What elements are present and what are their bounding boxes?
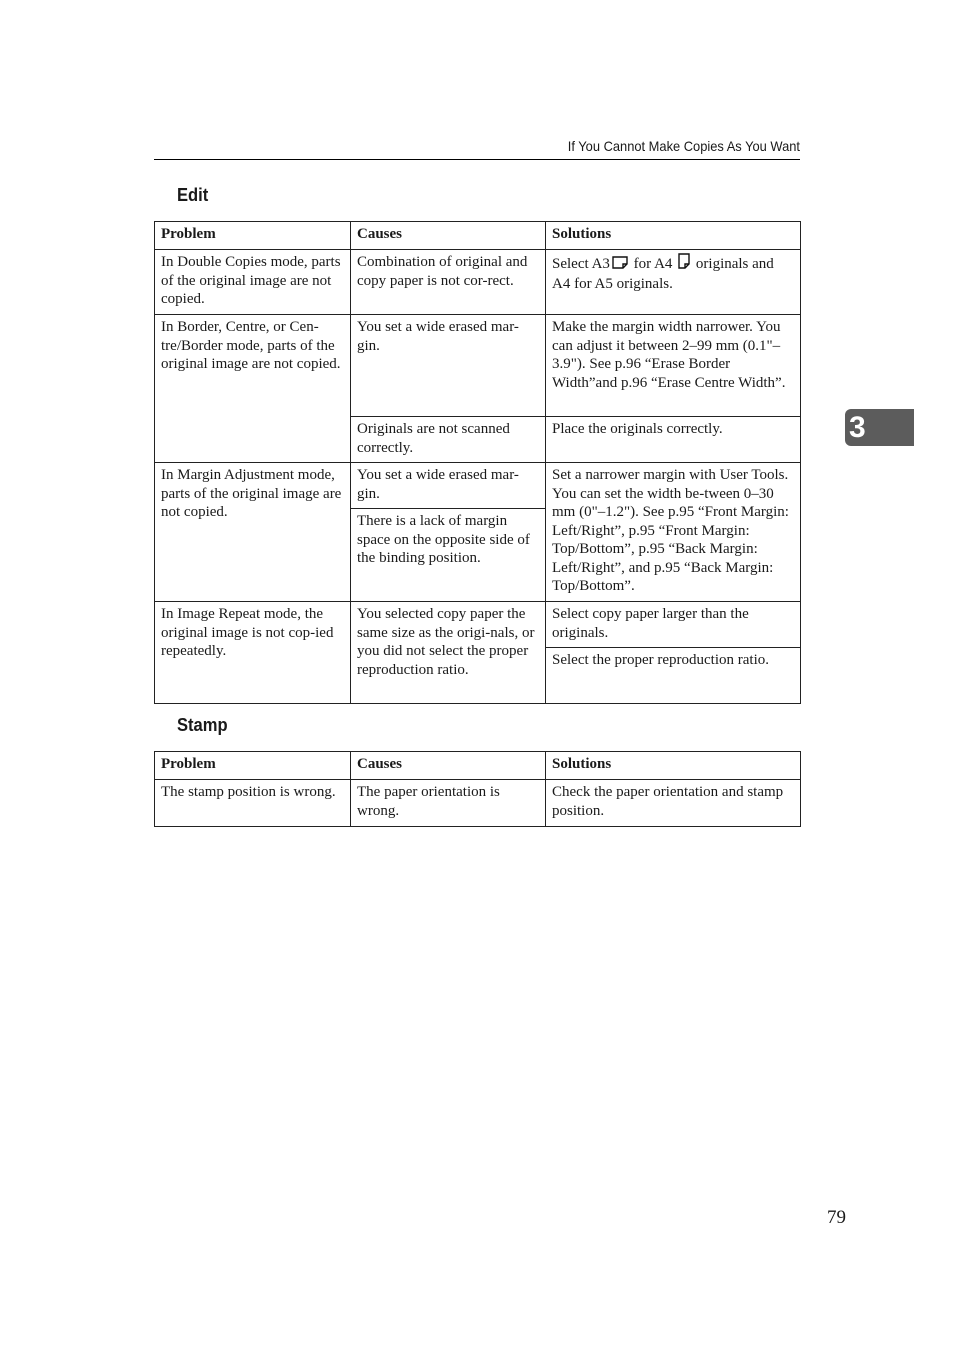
table-row: [155, 315, 801, 417]
cause-cell: The paper orientation is wrong.: [351, 780, 546, 827]
cause-cell: Originals are not scanned correctly.: [351, 417, 546, 463]
solution-cell: Set a narrower margin with User Tools. You can set the width be-tween 0–30 mm (0"–1.2"). See p.95 “Front Margin: Left/Right”, p.95 “Front Margin: Top/Bottom”, p.95 “Back Margin: Left/Right”, and p.95 “Back Margin: Top/Bottom”.: [546, 463, 801, 602]
cause-cell: You set a wide erased mar-gin.: [351, 463, 546, 509]
table-row: [155, 463, 801, 509]
table-header-row: [155, 222, 801, 250]
solution-cell: Select copy paper larger than the originals.: [546, 602, 801, 648]
chapter-tab: [845, 409, 914, 446]
table-row: [155, 780, 801, 827]
stamp-heading: Stamp: [177, 715, 228, 735]
solution-cell: Make the margin width narrower. You can adjust it between 2–99 mm (0.1"–3.9"). See p.96 “Erase Border Width”and p.96 “Erase Centre Width”.: [546, 315, 801, 417]
column-header-causes: Causes: [351, 752, 546, 780]
solution-text: for A4: [629, 256, 677, 272]
problem-cell: In Image Repeat mode, the original image is not cop-ied repeatedly.: [155, 602, 351, 704]
problem-cell: In Margin Adjustment mode, parts of the original image are not copied.: [155, 463, 351, 602]
table-header-row: [155, 752, 801, 780]
table-row: [155, 602, 801, 648]
edit-table: [154, 221, 801, 704]
solution-cell: Select the proper reproduction ratio.: [546, 648, 801, 704]
cause-cell: You set a wide erased mar-gin.: [351, 315, 546, 417]
column-header-problem: Problem: [155, 752, 351, 780]
portrait-paper-icon: [678, 253, 690, 275]
problem-cell: In Double Copies mode, parts of the original image are not copied.: [155, 250, 351, 315]
solution-cell: Check the paper orientation and stamp position.: [546, 780, 801, 827]
column-header-solutions: Solutions: [546, 222, 801, 250]
solution-text: originals and A4 for A5 originals.: [552, 256, 774, 292]
column-header-solutions: Solutions: [546, 752, 801, 780]
cause-cell: Combination of original and copy paper is not cor-rect.: [351, 250, 546, 315]
stamp-table: [154, 751, 801, 827]
column-header-problem: Problem: [155, 222, 351, 250]
page-number: 79: [827, 1207, 846, 1228]
table-row: [155, 250, 801, 315]
chapter-number: 3: [849, 411, 866, 444]
cause-cell: There is a lack of margin space on the opposite side of the binding position.: [351, 509, 546, 602]
cause-cell: You selected copy paper the same size as the origi-nals, or you did not select the proper reproduction ratio.: [351, 602, 546, 704]
edit-heading: Edit: [177, 185, 209, 205]
solution-cell: [546, 250, 801, 315]
header-rule: [154, 159, 800, 160]
problem-cell: The stamp position is wrong.: [155, 780, 351, 827]
running-header: If You Cannot Make Copies As You Want: [567, 138, 800, 154]
solution-cell: Place the originals correctly.: [546, 417, 801, 463]
problem-cell: In Border, Centre, or Cen-tre/Border mode, parts of the original image are not copied.: [155, 315, 351, 463]
solution-text: Select A3: [552, 256, 610, 272]
landscape-paper-icon: [612, 255, 628, 275]
column-header-causes: Causes: [351, 222, 546, 250]
